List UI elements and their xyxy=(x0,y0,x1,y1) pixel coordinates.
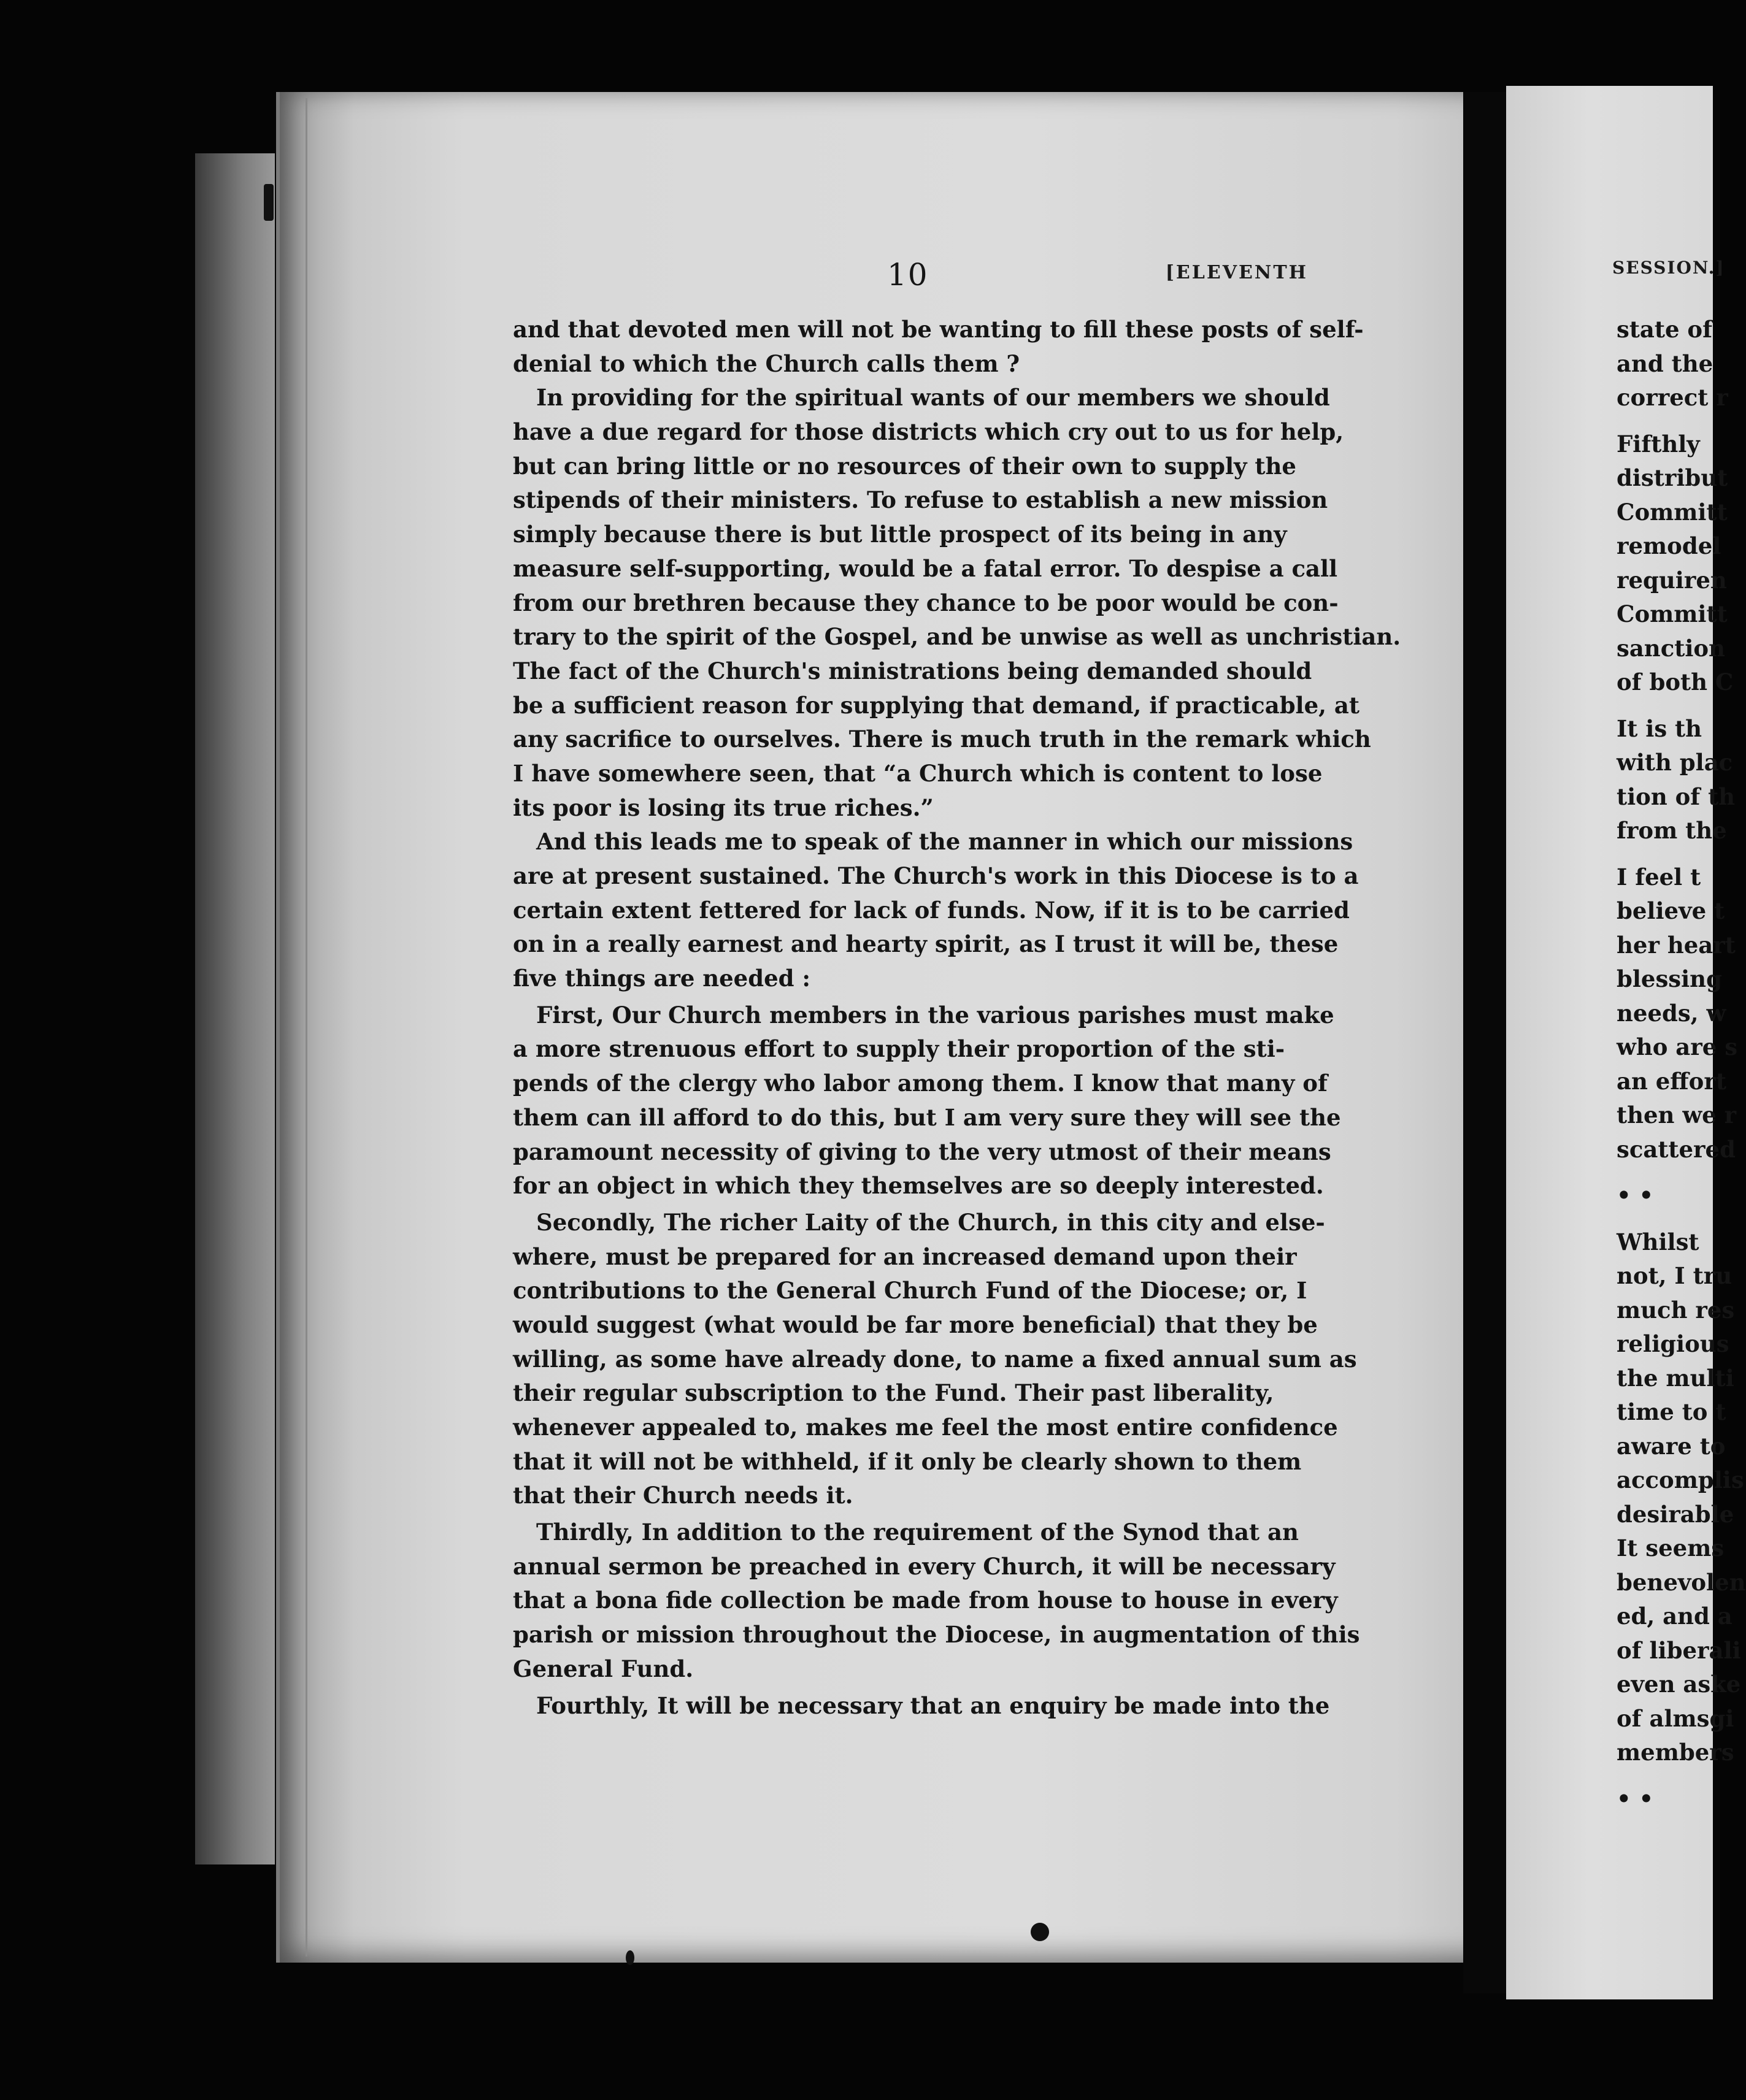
text-line: have a due regard for those districts which cry out to us for help, xyxy=(513,418,1344,446)
text-line: accomplis xyxy=(1617,1466,1744,1493)
page-number: 10 xyxy=(887,257,929,293)
text-line: from our brethren because they chance to be poor would be con- xyxy=(513,589,1339,616)
text-line: tion of th xyxy=(1617,783,1736,810)
text-line: stipends of their ministers. To refuse to establish a new mission xyxy=(513,486,1328,514)
text-line: believe t xyxy=(1617,897,1725,924)
page-stack-edge xyxy=(195,153,275,1864)
scan-speck xyxy=(264,184,274,221)
right-page-body xyxy=(1617,313,1746,1816)
text-line: certain extent fettered for lack of funds. Now, if it is to be carried xyxy=(513,896,1350,924)
text-line: of both C xyxy=(1617,669,1734,696)
text-line: blessing xyxy=(1617,965,1722,992)
text-line: and the xyxy=(1617,350,1713,377)
text-line: And this leads me to speak of the manner in which our missions xyxy=(536,828,1353,856)
text-line: Committ xyxy=(1617,600,1728,627)
text-line: their regular subscription to the Fund. Their past liberality, xyxy=(513,1379,1274,1407)
text-line: First, Our Church members in the various parishes must make xyxy=(536,1001,1334,1029)
text-line: measure self-supporting, would be a fatal error. To despise a call xyxy=(513,554,1338,582)
running-head-title: [ELEVENTH xyxy=(1165,262,1308,283)
text-line: its poor is losing its true riches.” xyxy=(513,794,934,821)
text-line: and that devoted men will not be wanting to fill these posts of self- xyxy=(513,316,1364,343)
text-line: much res xyxy=(1617,1296,1735,1324)
text-line: ed, and a xyxy=(1617,1603,1733,1630)
text-line: contributions to the General Church Fund of the Diocese; or, I xyxy=(513,1277,1307,1305)
text-line: desirable xyxy=(1617,1500,1734,1528)
text-line: where, must be prepared for an increased demand upon their xyxy=(513,1243,1297,1270)
text-line: then we r xyxy=(1617,1102,1737,1129)
text-line: that their Church needs it. xyxy=(513,1482,853,1509)
text-line: trary to the spirit of the Gospel, and be unwise as well as unchristian. xyxy=(513,623,1401,651)
text-line: the multi xyxy=(1617,1364,1734,1392)
text-line: with plac xyxy=(1617,749,1733,776)
text-line: It seems xyxy=(1617,1535,1725,1562)
text-line: The fact of the Church's ministrations being demanded should xyxy=(513,657,1312,684)
scan-speck xyxy=(1031,1923,1049,1941)
text-line: not, I tru xyxy=(1617,1262,1733,1289)
text-line: Fourthly, It will be necessary that an enquiry be made into the xyxy=(536,1692,1330,1719)
text-line: an effort xyxy=(1617,1067,1726,1095)
text-line: from the xyxy=(1617,817,1727,844)
text-line: of almsgi xyxy=(1617,1704,1734,1732)
text-line: be a sufficient reason for supplying that demand, if practicable, at xyxy=(513,691,1359,719)
text-line: religious xyxy=(1617,1330,1729,1357)
left-page-body xyxy=(513,313,1401,1723)
text-line: are at present sustained. The Church's work in this Diocese is to a xyxy=(513,862,1359,889)
text-line: that it will not be withheld, if it only be clearly shown to them xyxy=(513,1447,1302,1475)
page-fold-line xyxy=(306,98,307,1956)
text-line: needs, w xyxy=(1617,999,1726,1027)
text-line: willing, as some have already done, to name a fixed annual sum as xyxy=(513,1345,1357,1373)
text-line: five things are needed : xyxy=(513,965,811,992)
text-line: It is th xyxy=(1617,715,1702,742)
text-line: of liberali xyxy=(1617,1636,1741,1664)
text-line: I feel t xyxy=(1617,863,1701,891)
book-gutter xyxy=(1463,92,1506,1993)
text-line: time to t xyxy=(1617,1398,1726,1425)
text-line: denial to which the Church calls them ? xyxy=(513,350,1020,377)
text-line: aware to xyxy=(1617,1432,1726,1460)
text-line: scattered xyxy=(1617,1135,1736,1163)
text-line: remodel xyxy=(1617,532,1721,559)
text-line: any sacrifice to ourselves. There is much truth in the remark which xyxy=(513,726,1371,753)
text-line: whenever appealed to, makes me feel the most entire confidence xyxy=(513,1414,1338,1441)
text-line: correct r xyxy=(1617,384,1728,411)
text-line: Whilst xyxy=(1617,1228,1699,1255)
left-running-head xyxy=(525,248,1308,297)
text-line: who are s xyxy=(1617,1033,1738,1060)
text-line: • • xyxy=(1617,1785,1654,1812)
text-line: distribut xyxy=(1617,464,1728,491)
text-line: even aske xyxy=(1617,1671,1741,1698)
text-line: • • xyxy=(1617,1182,1654,1209)
text-line: them can ill afford to do this, but I am very sure they will see the xyxy=(513,1103,1341,1131)
text-line: a more strenuous effort to supply their proportion of the sti- xyxy=(513,1035,1285,1063)
text-line: I have somewhere seen, that “a Church which is content to lose xyxy=(513,759,1323,787)
text-line: would suggest (what would be far more beneficial) that they be xyxy=(513,1311,1318,1338)
text-line: Committ xyxy=(1617,498,1728,526)
text-line: Thirdly, In addition to the requirement of the Synod that an xyxy=(536,1519,1299,1546)
text-line: for an object in which they themselves are so deeply interested. xyxy=(513,1172,1324,1200)
text-line: members xyxy=(1617,1739,1734,1766)
right-running-head: SESSION.] xyxy=(1612,258,1725,278)
text-line: In providing for the spiritual wants of our members we should xyxy=(536,384,1330,412)
text-line: General Fund. xyxy=(513,1655,694,1682)
text-line: Fifthly xyxy=(1617,430,1700,458)
text-line: parish or mission throughout the Diocese, in augmentation of this xyxy=(513,1621,1360,1649)
text-line: benevolen xyxy=(1617,1568,1746,1596)
text-line: Secondly, The richer Laity of the Church, in this city and else- xyxy=(536,1208,1325,1236)
text-line: on in a really earnest and hearty spirit, as I trust it will be, these xyxy=(513,930,1339,958)
scan-speck xyxy=(626,1950,634,1965)
text-line: annual sermon be preached in every Church, it will be necessary xyxy=(513,1552,1336,1580)
text-line: state of xyxy=(1617,316,1713,343)
text-line: pends of the clergy who labor among them. I know that many of xyxy=(513,1070,1328,1097)
text-line: her heart xyxy=(1617,931,1736,959)
text-line: simply because there is but little prospect of its being in any xyxy=(513,521,1287,548)
text-line: sanction xyxy=(1617,634,1725,662)
text-line: requiren xyxy=(1617,566,1727,594)
text-line: paramount necessity of giving to the very utmost of their means xyxy=(513,1138,1331,1165)
text-line: that a bona fide collection be made from house to house in every xyxy=(513,1587,1338,1614)
text-line: but can bring little or no resources of their own to supply the xyxy=(513,452,1296,480)
